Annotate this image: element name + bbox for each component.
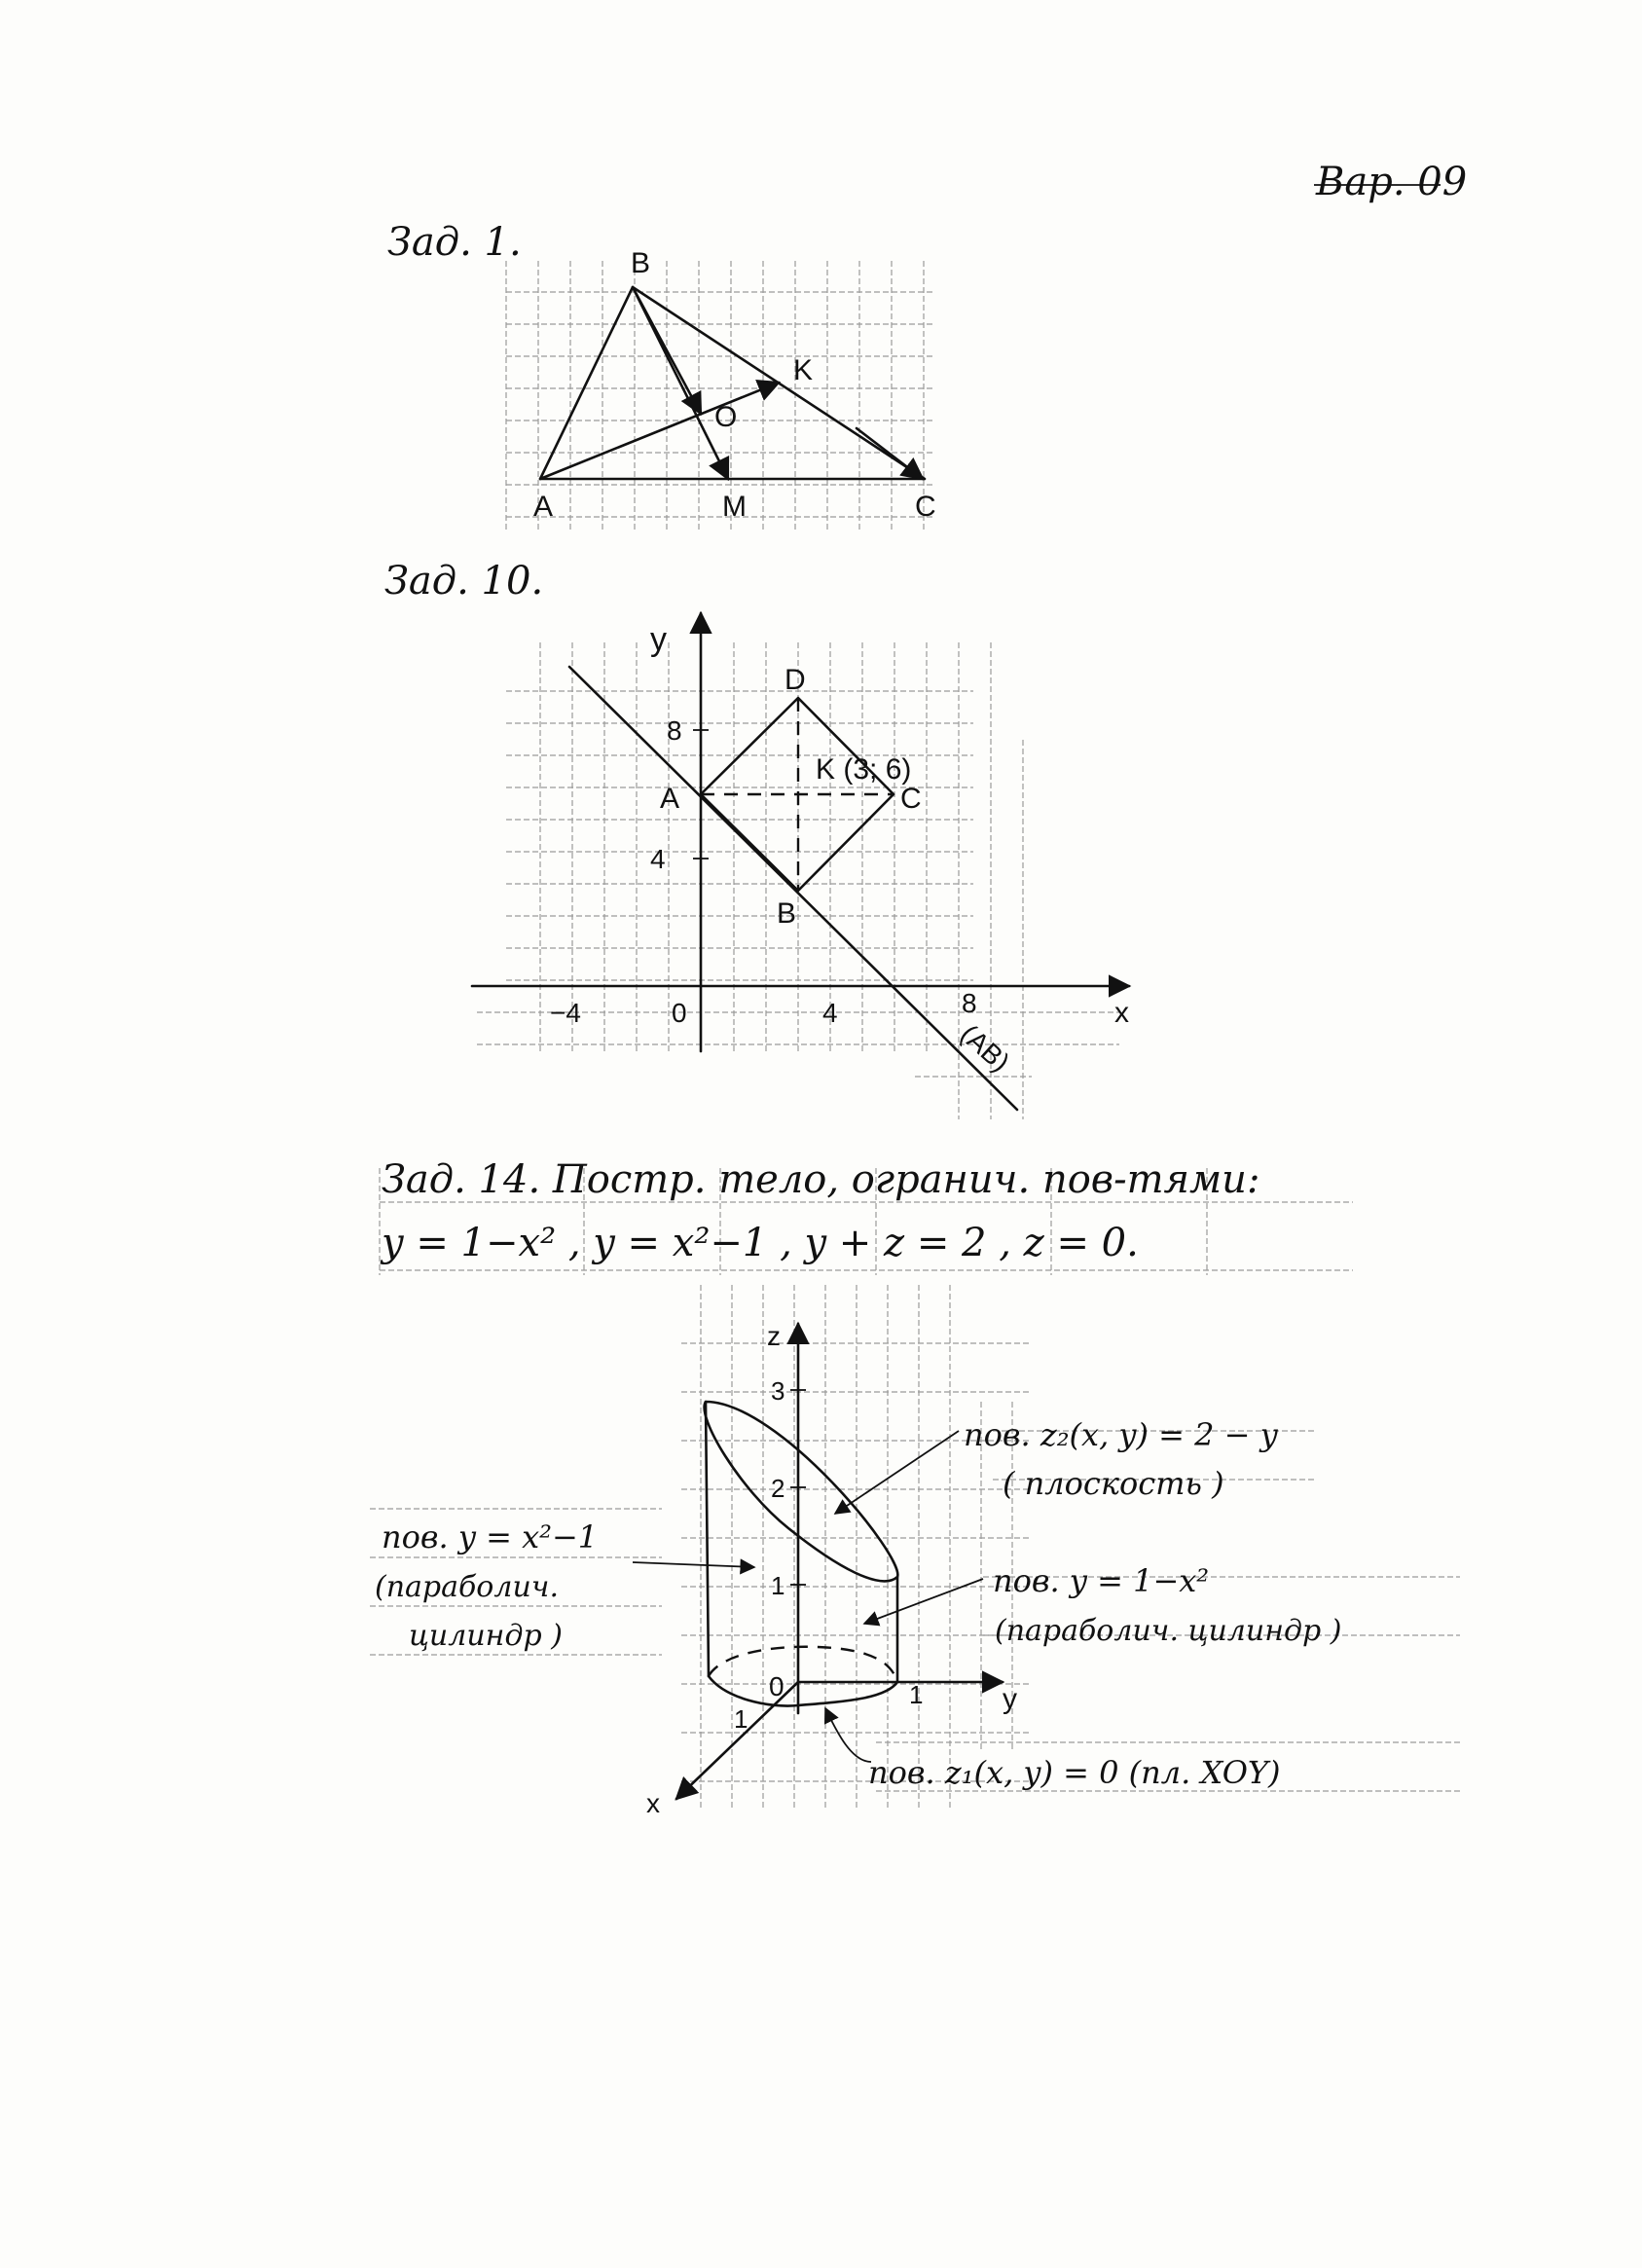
tick-x1-label: 1 bbox=[734, 1704, 748, 1734]
triangle-abc bbox=[540, 287, 925, 479]
note-left-line2: (параболич. bbox=[375, 1570, 559, 1604]
point-k-label-t10: K (3; 6) bbox=[816, 753, 912, 786]
axis-x-label: x bbox=[1114, 997, 1129, 1029]
note-bottom: пов. z₁(x, y) = 0 (пл. XOY) bbox=[868, 1754, 1281, 1791]
point-b-label: B bbox=[631, 247, 651, 279]
tick-z3-label: 3 bbox=[771, 1376, 785, 1406]
arrow-right-cylinder bbox=[864, 1579, 983, 1624]
origin3d-label: 0 bbox=[769, 1671, 785, 1701]
task1-title: Зад. 1. bbox=[387, 220, 522, 265]
line-ab-label: (AB) bbox=[954, 1018, 1016, 1078]
point-c-label-t10: C bbox=[900, 783, 922, 815]
base-front-curve bbox=[709, 1676, 897, 1706]
task10-section bbox=[384, 559, 1129, 1119]
axis-y-label: y bbox=[650, 621, 667, 658]
vector-kc bbox=[857, 428, 923, 479]
tick-4y-label: 4 bbox=[650, 844, 666, 874]
arrow-left-cylinder bbox=[633, 1562, 754, 1567]
point-a-label-t10: A bbox=[660, 783, 680, 815]
point-c-label: C bbox=[915, 491, 936, 523]
point-d-label-t10: D bbox=[785, 664, 806, 696]
note-left-line1: пов. y = x²−1 bbox=[382, 1518, 599, 1555]
note-right-line2: (параболич. цилиндр ) bbox=[995, 1614, 1342, 1648]
task14-line2: y = 1−x² , y = x²−1 , y + z = 2 , z = 0. bbox=[382, 1221, 1139, 1265]
arrow-xoy-plane bbox=[825, 1708, 871, 1762]
task1-section bbox=[387, 220, 936, 530]
note-left-line3: цилиндр ) bbox=[409, 1619, 563, 1653]
tick-neg4-label: −4 bbox=[550, 998, 581, 1028]
origin-label: 0 bbox=[672, 998, 687, 1028]
variant-label: Вар. 09 bbox=[1316, 160, 1468, 204]
tick-8x-label: 8 bbox=[962, 988, 977, 1018]
point-a-label: A bbox=[533, 491, 554, 523]
task14-section bbox=[370, 1157, 1460, 1818]
task1-grid bbox=[506, 261, 934, 530]
tick-4x-label: 4 bbox=[822, 998, 838, 1028]
vector-ak bbox=[540, 383, 779, 479]
task14-line1: Зад. 14. Постр. тело, огранич. пов-тями: bbox=[382, 1157, 1260, 1202]
point-b-label-t10: B bbox=[777, 897, 797, 930]
tick-8y-label: 8 bbox=[667, 715, 682, 746]
note-plane-line1: пов. z₂(x, y) = 2 − y bbox=[964, 1416, 1278, 1453]
tick-z2-label: 2 bbox=[771, 1474, 785, 1503]
arrow-plane bbox=[835, 1431, 959, 1514]
tick-y1-label: 1 bbox=[909, 1680, 924, 1709]
task10-grid bbox=[477, 642, 1119, 1119]
note-right-line1: пов. y = 1−x² bbox=[993, 1562, 1210, 1599]
task10-title: Зад. 10. bbox=[384, 559, 544, 604]
point-k-label: K bbox=[793, 354, 814, 386]
note-plane-line2: ( плоскость ) bbox=[1003, 1465, 1224, 1502]
axis-y3d-label: y bbox=[1003, 1683, 1017, 1715]
axis-x3d-label: x bbox=[646, 1788, 660, 1818]
point-m-label: M bbox=[722, 491, 747, 523]
base-back-curve bbox=[709, 1647, 897, 1682]
left-edge bbox=[706, 1402, 709, 1676]
axis-z-label: z bbox=[767, 1321, 781, 1351]
tick-z1-label: 1 bbox=[771, 1571, 785, 1600]
point-o-label: O bbox=[714, 401, 738, 433]
